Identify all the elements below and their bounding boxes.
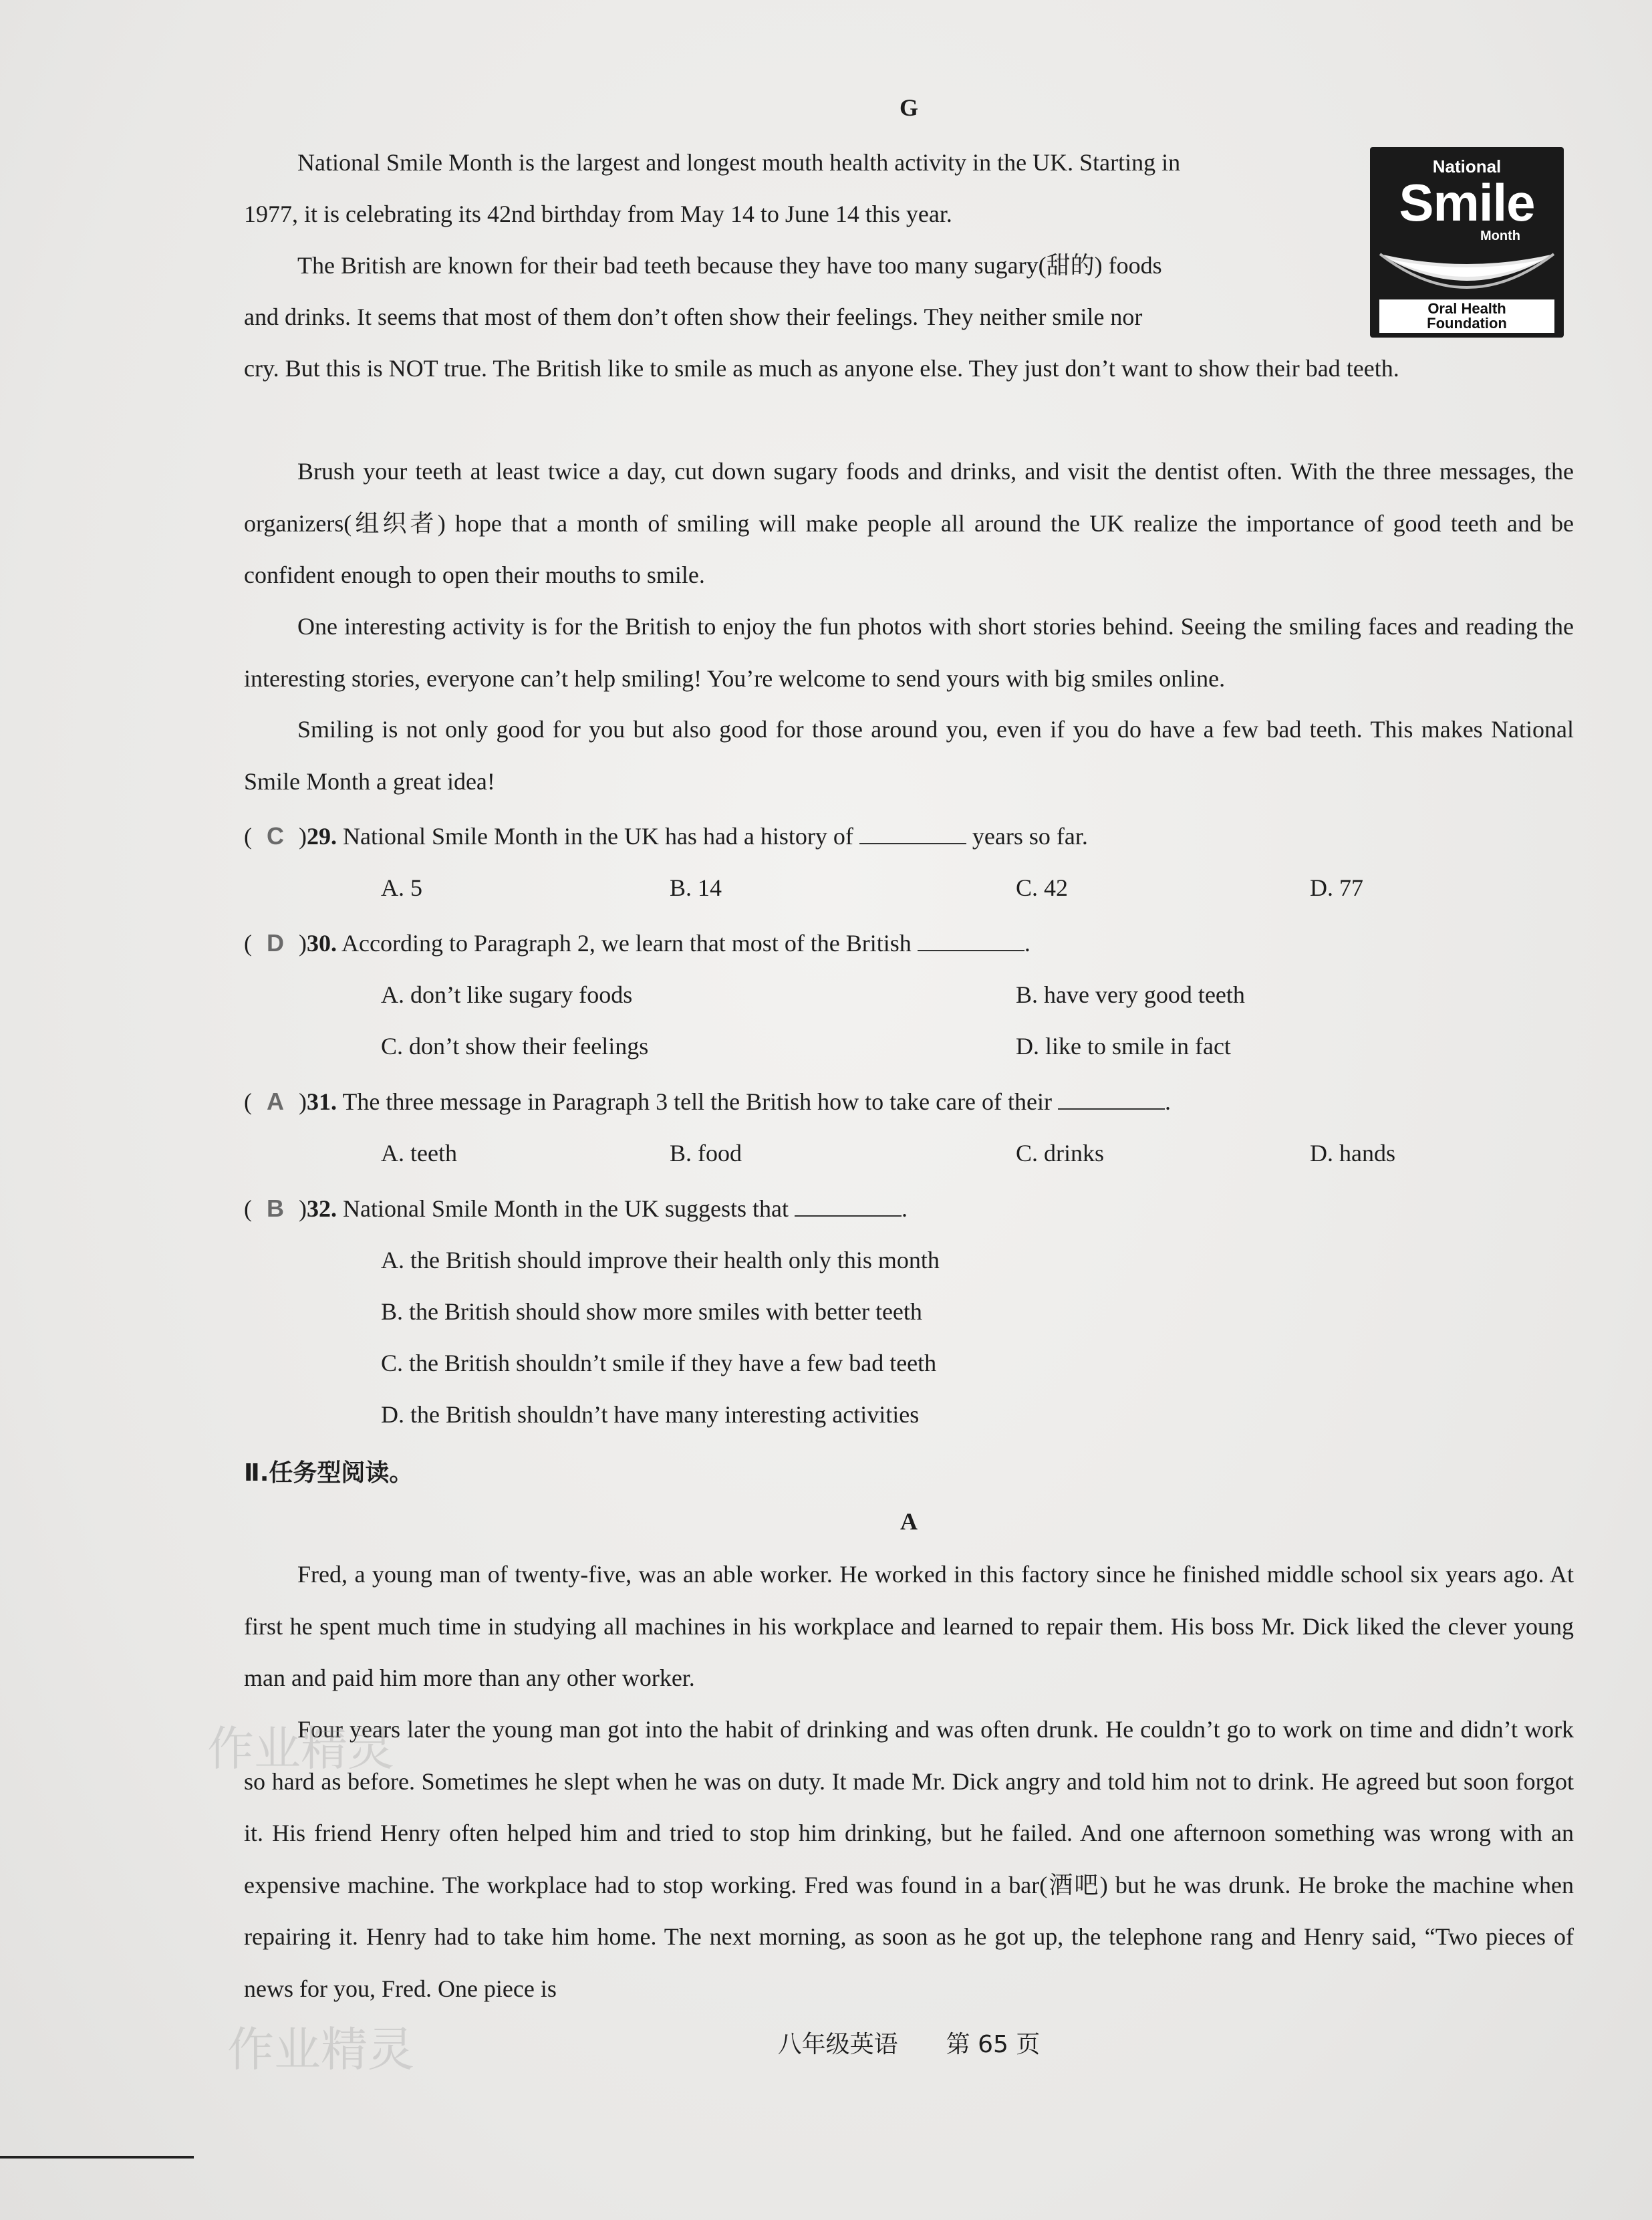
question-29: ( C )29. National Smile Month in the UK has had a history of years so far. — [244, 822, 1088, 850]
question-30-stem: According to Paragraph 2, we learn that most of the British — [341, 930, 912, 957]
q30-option-d: D. like to smile in fact — [1016, 1033, 1231, 1060]
g-paragraph-4: One interesting activity is for the British to enjoy the fun photos with short stories behind. Seeing the smiling faces and reading the interesting stories, everyone can’t help smiling! You’re welcome to send yours with big smiles online. — [244, 613, 1574, 692]
answer-32: B — [267, 1195, 284, 1222]
logo-line-month: Month — [1480, 229, 1520, 243]
section-g-title: G — [899, 94, 918, 121]
answer-blank — [795, 1195, 902, 1217]
q31-option-c: C. drinks — [1016, 1140, 1105, 1166]
q32-option-d: D. the British shouldn’t have many interesting activities — [381, 1401, 920, 1428]
page-footer: 八年级英语 第 65 页 — [777, 2031, 1041, 2058]
q30-option-a: A. don’t like sugary foods — [381, 981, 633, 1008]
q32-option-b: B. the British should show more smiles with better teeth — [381, 1298, 922, 1325]
g-paragraph-2-rest: cry. But this is NOT true. The British like to smile as much as anyone else. They just don’t want to show their bad teeth. — [244, 355, 1399, 382]
question-31-stem: The three message in Paragraph 3 tell the British how to take care of their — [342, 1088, 1052, 1115]
a-paragraph-2: Four years later the young man got into the habit of drinking and was often drunk. He couldn’t go to work on time and didn’t work so hard as before. Sometimes he slept when he was on duty. It made Mr. Dick angry and told him not to drink. He agreed but soon forgot it. His friend Henry often helped him and tried to stop him drinking, but he failed. And one afternoon something was wrong with an expensive machine. The workplace had to stop working. Fred was found in a bar(酒吧) but he was drunk. He broke the machine when repairing it. Henry had to take him home. The next morning, as soon as he got up, the telephone rang and Henry said, “Two pieces of news for you, Fred. One piece is — [244, 1716, 1574, 2002]
g-paragraph-2-line-1: The British are known for their bad teeth because they have too many sugary(甜的) foods — [297, 252, 1162, 279]
q32-option-a: A. the British should improve their health only this month — [381, 1247, 940, 1273]
question-32-stem: National Smile Month in the UK suggests that — [343, 1195, 789, 1222]
logo-line-smile: Smile — [1399, 173, 1535, 232]
logo-foundation-tag — [1379, 299, 1554, 333]
q31-option-b: B. food — [670, 1140, 742, 1166]
logo-line-national: National — [1432, 156, 1502, 176]
g-paragraph-5: Smiling is not only good for you but also good for those around you, even if you do have a few bad teeth. This makes National Smile Month a great idea! — [244, 716, 1574, 795]
smiling-lips-icon — [1377, 247, 1557, 301]
question-30: ( D )30. According to Paragraph 2, we learn that most of the British . — [244, 929, 1030, 957]
answer-31: A — [267, 1088, 284, 1115]
logo-tag-line1: Oral Health — [1427, 300, 1506, 317]
q32-option-c: C. the British shouldn’t smile if they have a few bad teeth — [381, 1350, 937, 1376]
question-31-stem-end: . — [1165, 1088, 1171, 1115]
q29-option-a: A. 5 — [381, 874, 422, 901]
answer-blank — [1058, 1088, 1165, 1110]
question-number-31: 31. — [307, 1088, 337, 1115]
question-32-stem-end: . — [901, 1195, 908, 1222]
q29-option-d: D. 77 — [1310, 874, 1363, 901]
q30-option-c: C. don’t show their feelings — [381, 1033, 649, 1060]
question-32: ( B )32. National Smile Month in the UK suggests that . — [244, 1195, 908, 1222]
answer-blank — [918, 930, 1024, 951]
g-paragraph-1-line-1: National Smile Month is the largest and longest mouth health activity in the UK. Starting in — [297, 149, 1181, 176]
a-paragraph-1: Fred, a young man of twenty-five, was an able worker. He worked in this factory since he finished middle school six years ago. At first he spent much time in studying all machines in his workplace and learned to repair them. His boss Mr. Dick liked the clever young man and paid him more than any other worker. — [244, 1561, 1574, 1691]
question-31: ( A )31. The three message in Paragraph 3 tell the British how to take care of their . — [244, 1088, 1171, 1115]
g-paragraph-1-line-2: 1977, it is celebrating its 42nd birthday from May 14 to June 14 this year. — [244, 201, 952, 227]
answer-29: C — [267, 822, 284, 850]
question-29-stem: National Smile Month in the UK has had a history of — [343, 823, 853, 850]
q29-option-c: C. 42 — [1016, 874, 1069, 901]
q30-option-b: B. have very good teeth — [1016, 981, 1245, 1008]
section-2-heading: Ⅱ.任务型阅读。 — [244, 1459, 414, 1487]
q31-option-a: A. teeth — [381, 1140, 457, 1166]
question-number-29: 29. — [307, 823, 337, 850]
national-smile-month-logo — [1370, 147, 1564, 338]
question-number-30: 30. — [307, 930, 337, 957]
q29-option-b: B. 14 — [670, 874, 722, 901]
q31-option-d: D. hands — [1310, 1140, 1395, 1166]
answer-blank — [859, 823, 966, 844]
g-paragraph-2-line-2: and drinks. It seems that most of them don’t often show their feelings. They neither smile nor — [244, 303, 1143, 330]
question-29-stem-end: years so far. — [972, 823, 1088, 850]
section-2a-title: A — [900, 1508, 918, 1535]
bottom-rule — [0, 2156, 194, 2159]
watermark-bottom: 作业精灵 — [227, 2022, 414, 2077]
question-30-stem-end: . — [1024, 930, 1030, 957]
question-number-32: 32. — [307, 1195, 337, 1222]
watermark-left: 作业精灵 — [207, 1721, 394, 1776]
g-paragraph-3: Brush your teeth at least twice a day, cut down sugary foods and drinks, and visit the dentist often. With the three messages, the organizers(组织者) hope that a month of smiling will make people all around the UK realize the importance of good teeth and be confident enough to open their mouths to smile. — [244, 458, 1574, 588]
logo-tag-line2: Foundation — [1427, 315, 1507, 332]
answer-30: D — [267, 929, 284, 957]
